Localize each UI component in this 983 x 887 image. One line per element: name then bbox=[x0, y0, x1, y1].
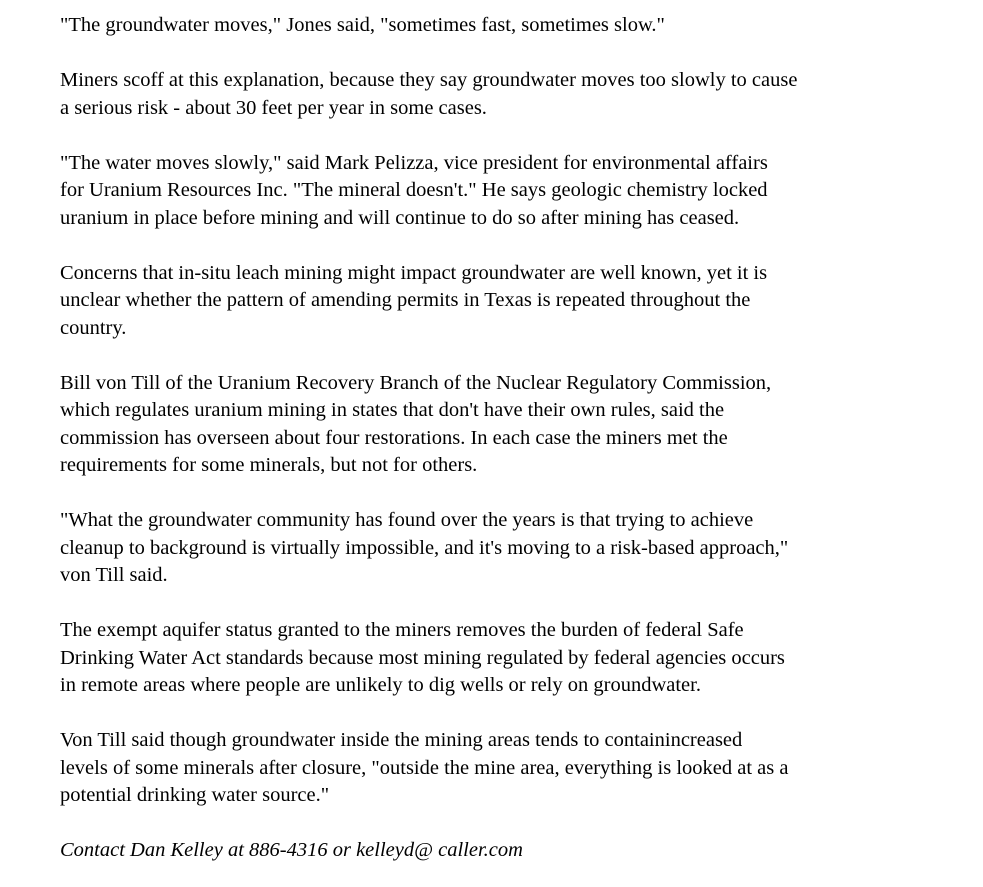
paragraph-line: unclear whether the pattern of amending permits in Texas is repeated throughout the bbox=[60, 289, 751, 311]
paragraph-4 bbox=[60, 260, 960, 343]
paragraph-line: "The water moves slowly," said Mark Pelizza, vice president for environmental affairs bbox=[60, 151, 768, 174]
paragraph-line: potential drinking water source." bbox=[60, 784, 330, 806]
paragraph-6 bbox=[60, 507, 960, 590]
contact-line: Contact Dan Kelley at 886-4316 or kelleyd@ caller.com bbox=[60, 839, 523, 861]
paragraph-line: Drinking Water Act standards because most mining regulated by federal agencies occurs bbox=[60, 646, 785, 669]
paragraph-2 bbox=[60, 67, 960, 122]
paragraph-line: "The groundwater moves," Jones said, "sometimes fast, sometimes slow." bbox=[60, 14, 665, 36]
paragraph-line: Miners scoff at this explanation, because they say groundwater moves too slowly to cause bbox=[60, 69, 798, 91]
paragraph-line: country. bbox=[60, 316, 127, 339]
article-body bbox=[60, 12, 960, 865]
paragraph-line: cleanup to background is virtually impossible, and it's moving to a risk-based approach," bbox=[60, 536, 789, 559]
paragraph-line: "What the groundwater community has found over the years is that trying to achieve bbox=[60, 509, 754, 531]
paragraph-line: for Uranium Resources Inc. "The mineral doesn't." He says geologic chemistry locked bbox=[60, 179, 768, 201]
paragraph-line: a serious risk - about 30 feet per year in some cases. bbox=[60, 96, 487, 119]
paragraph-line: commission has overseen about four restorations. In each case the miners met the bbox=[60, 426, 728, 449]
paragraph-3 bbox=[60, 150, 960, 233]
paragraph-7 bbox=[60, 617, 960, 700]
paragraph-line: which regulates uranium mining in states that don't have their own rules, said the bbox=[60, 399, 725, 421]
paragraph-line: uranium in place before mining and will continue to do so after mining has ceased. bbox=[60, 206, 740, 229]
paragraph-1 bbox=[60, 12, 960, 40]
paragraph-line: The exempt aquifer status granted to the miners removes the burden of federal Safe bbox=[60, 619, 744, 641]
paragraph-8 bbox=[60, 727, 960, 810]
paragraph-line: in remote areas where people are unlikely to dig wells or rely on groundwater. bbox=[60, 674, 701, 696]
paragraph-line: levels of some minerals after closure, "outside the mine area, everything is looked at as a bbox=[60, 756, 789, 779]
paragraph-5 bbox=[60, 370, 960, 480]
paragraph-line: requirements for some minerals, but not for others. bbox=[60, 454, 478, 476]
paragraph-line: Von Till said though groundwater inside the mining areas tends to containincreased bbox=[60, 729, 743, 751]
paragraph-line: Concerns that in-situ leach mining might impact groundwater are well known, yet it is bbox=[60, 261, 768, 284]
paragraph-line: von Till said. bbox=[60, 564, 168, 586]
paragraph-line: Bill von Till of the Uranium Recovery Branch of the Nuclear Regulatory Commission, bbox=[60, 371, 772, 394]
